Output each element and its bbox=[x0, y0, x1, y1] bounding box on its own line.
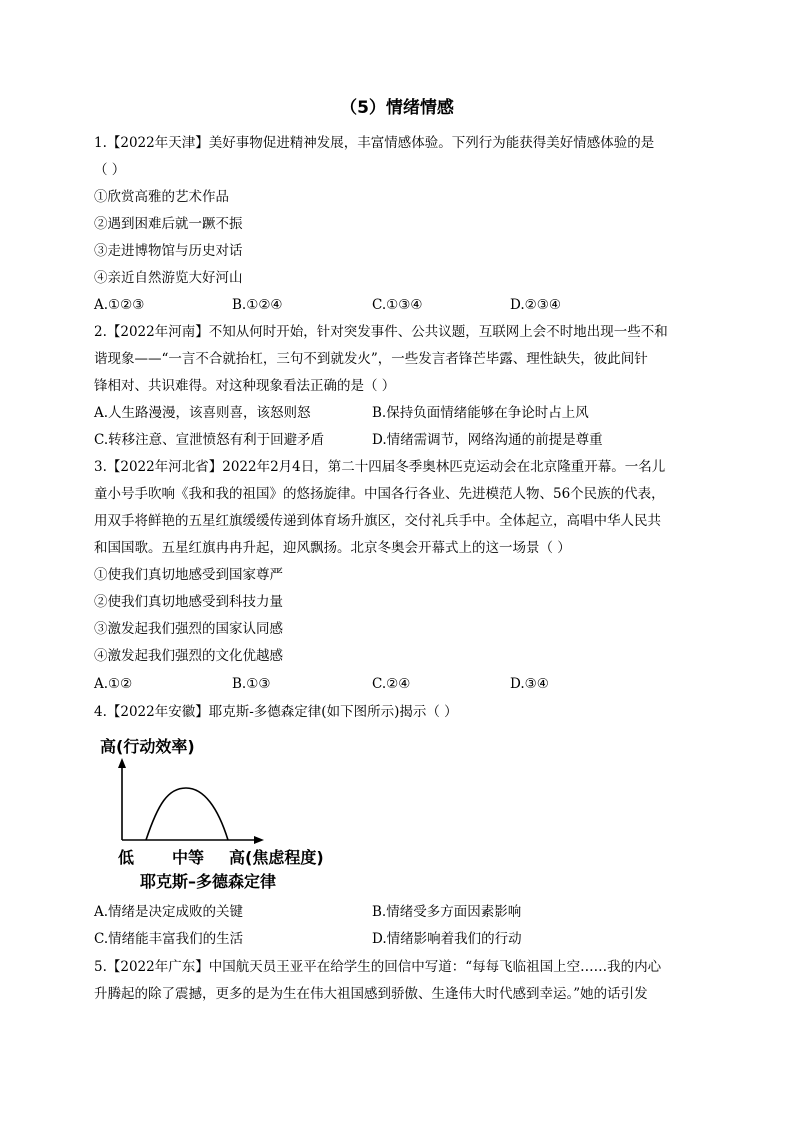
figure-x-low-label: 低 bbox=[118, 848, 135, 867]
figure-caption: 耶克斯–多德森定律 bbox=[140, 872, 277, 891]
q3-option-d: D.③④ bbox=[510, 676, 549, 692]
q1-stem-line2: （ ） bbox=[94, 162, 126, 178]
q1-option-d: D.②③④ bbox=[510, 297, 561, 313]
q3-item-1: ①使我们真切地感受到国家尊严 bbox=[94, 567, 283, 583]
q1-item-1: ①欣赏高雅的艺术作品 bbox=[94, 189, 229, 205]
q3-stem-line1: 3.【2022年河北省】2022年2月4日，第二十四届冬季奥林匹克运动会在北京隆重开幕。一名儿 bbox=[94, 459, 666, 475]
q3-option-b: B.①③ bbox=[232, 676, 271, 692]
q4-option-a: A.情绪是决定成败的关键 bbox=[94, 904, 244, 920]
figure-x-mid-label: 中等 bbox=[172, 848, 205, 867]
q4-option-d: D.情绪影响着我们的行动 bbox=[372, 931, 522, 947]
q5-stem-line2: 升腾起的除了震撼，更多的是为生在伟大祖国感到骄傲、生逢伟大时代感到幸运。”她的话引发 bbox=[94, 986, 648, 1002]
q4-option-b: B.情绪受多方面因素影响 bbox=[372, 904, 522, 920]
q2-option-b: B.保持负面情绪能够在争论时占上风 bbox=[372, 405, 589, 421]
q2-option-c: C.转移注意、宣泄愤怒有利于回避矛盾 bbox=[94, 432, 325, 448]
figure-y-label: 高(行动效率) bbox=[100, 737, 195, 756]
q1-item-3: ③走进博物馆与历史对话 bbox=[94, 243, 243, 259]
q1-option-a: A.①②③ bbox=[94, 297, 145, 313]
q2-option-a: A.人生路漫漫，该喜则喜，该怒则怒 bbox=[94, 405, 311, 421]
q1-item-2: ②遇到困难后就一蹶不振 bbox=[94, 216, 243, 232]
x-axis-arrow bbox=[254, 836, 264, 844]
q1-stem-line1: 1.【2022年天津】美好事物促进精神发展，丰富情感体验。下列行为能获得美好情感体验的是 bbox=[94, 135, 655, 151]
q3-item-3: ③激发起我们强烈的国家认同感 bbox=[94, 621, 283, 637]
q3-stem-line2: 童小号手吹响《我和我的祖国》的悠扬旋律。中国各行各业、先进模范人物、56个民族的代表， bbox=[94, 486, 665, 502]
q4-stem: 4.【2022年安徽】耶克斯-多德森定律(如下图所示)揭示（ ） bbox=[94, 704, 458, 720]
q3-item-4: ④激发起我们强烈的文化优越感 bbox=[94, 648, 283, 664]
page-title: （5）情绪情感 bbox=[340, 98, 454, 118]
q2-stem-line2: 谐现象——“一言不合就抬杠，三句不到就发火”，一些发言者锋芒毕露、理性缺失，彼此间针 bbox=[94, 351, 648, 367]
yerkes-dodson-figure bbox=[94, 732, 354, 896]
q2-stem-line1: 2.【2022年河南】不知从何时开始，针对突发事件、公共议题，互联网上会不时地出现一些不和 bbox=[94, 324, 668, 340]
q1-option-b: B.①②④ bbox=[232, 297, 283, 313]
q1-option-c: C.①③④ bbox=[372, 297, 423, 313]
q1-item-4: ④亲近自然游览大好河山 bbox=[94, 270, 243, 286]
q3-stem-line4: 和国国歌。五星红旗冉冉升起，迎风飘扬。北京冬奥会开幕式上的这一场景（ ） bbox=[94, 540, 571, 556]
y-axis-arrow bbox=[118, 758, 126, 768]
inverted-u-curve bbox=[146, 788, 228, 840]
q5-stem-line1: 5.【2022年广东】中国航天员王亚平在给学生的回信中写道：“每每飞临祖国上空……我的内心 bbox=[94, 959, 662, 975]
q3-stem-line3: 用双手将鲜艳的五星红旗缓缓传递到体育场升旗区，交付礼兵手中。全体起立，高唱中华人民共 bbox=[94, 513, 661, 529]
q2-option-d: D.情绪需调节，网络沟通的前提是尊重 bbox=[372, 432, 603, 448]
q3-item-2: ②使我们真切地感受到科技力量 bbox=[94, 594, 283, 610]
figure-x-high-label: 高(焦虑程度) bbox=[229, 848, 324, 867]
q3-option-a: A.①② bbox=[94, 676, 133, 692]
q4-option-c: C.情绪能丰富我们的生活 bbox=[94, 931, 244, 947]
q3-option-c: C.②④ bbox=[372, 676, 411, 692]
q2-stem-line3: 锋相对、共识难得。对这种现象看法正确的是（ ） bbox=[94, 378, 396, 394]
